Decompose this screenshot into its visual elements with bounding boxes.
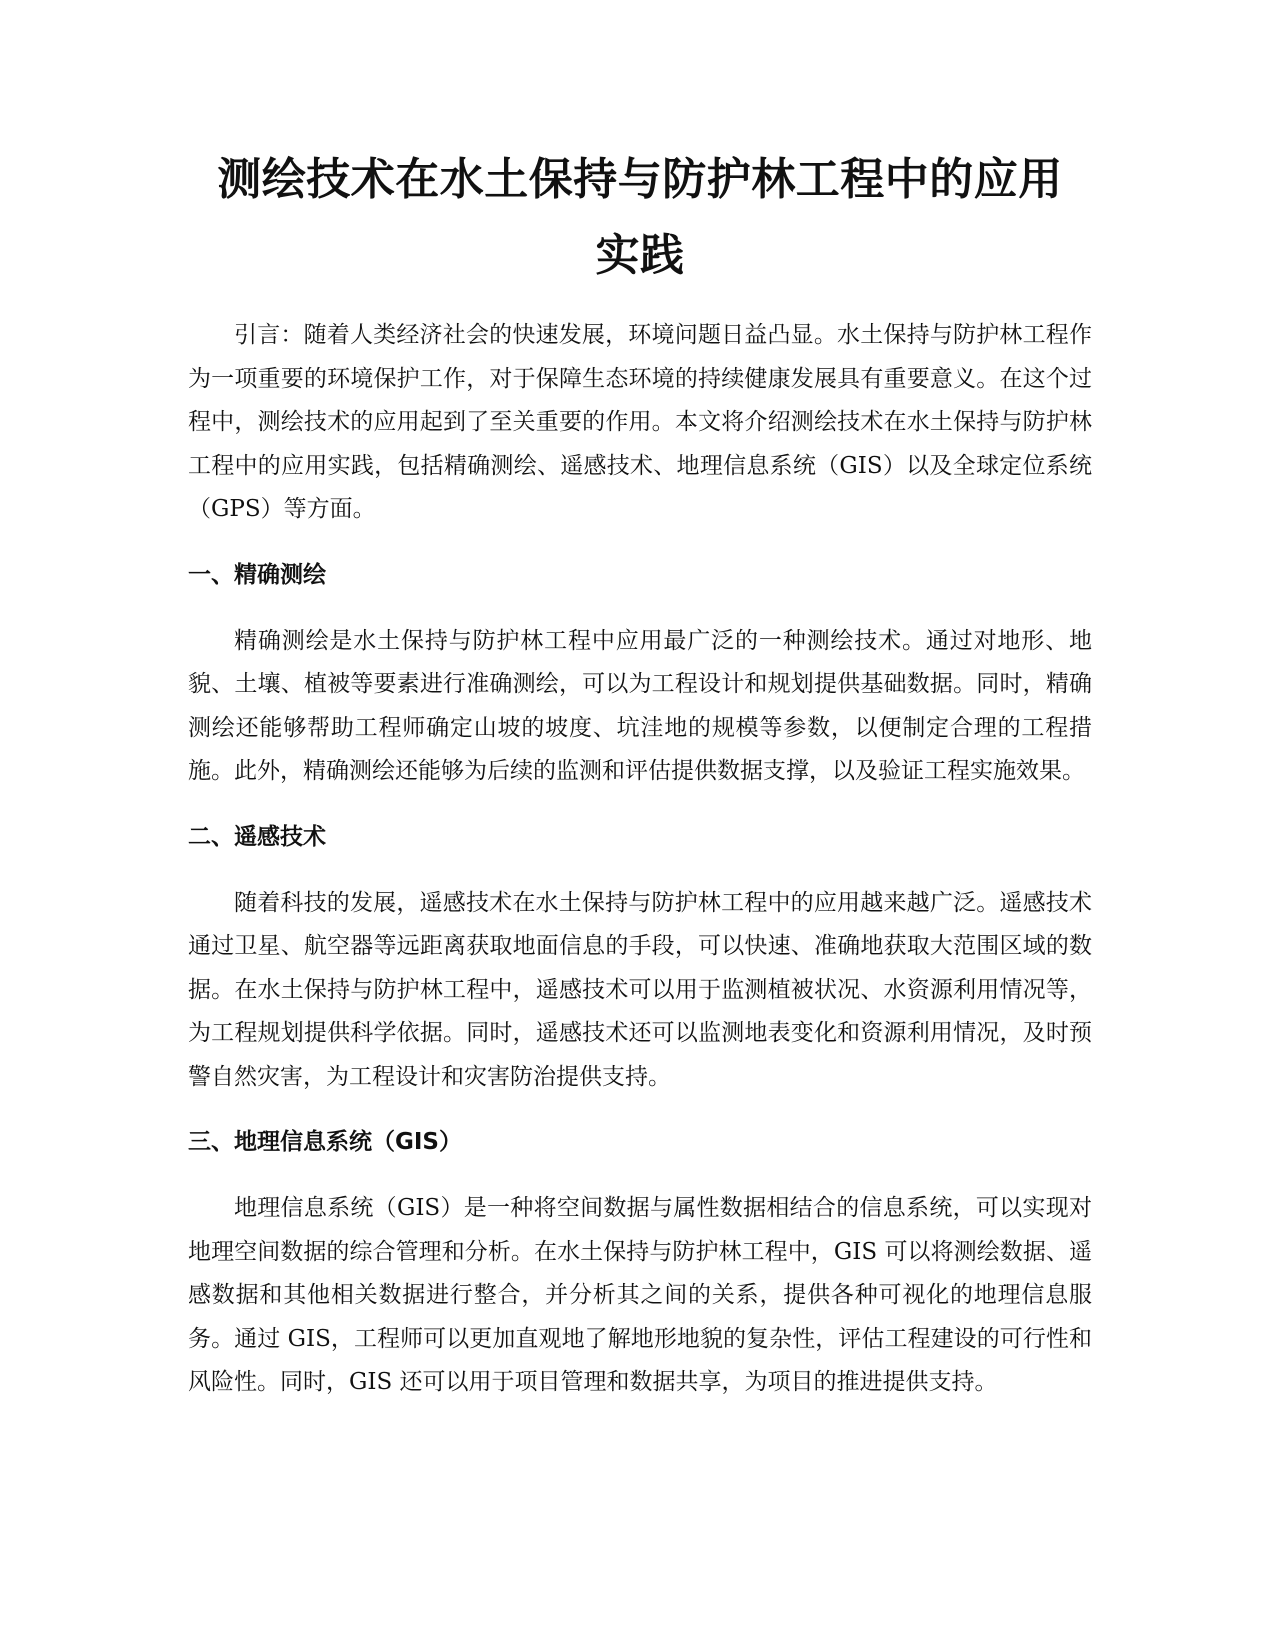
section-paragraph: 随着科技的发展，遥感技术在水土保持与防护林工程中的应用越来越广泛。遥感技术通过卫星、航空器等远距离获取地面信息的手段，可以快速、准确地获取大范围区域的数据。在水土保持与防护林工程中，遥感技术可以用于监测植被状况、水资源利用情况等，为工程规划提供科学依据。同时，遥感技术还可以监测地表变化和资源利用情况，及时预警自然灾害，为工程设计和灾害防治提供支持。	[188, 889, 1092, 1090]
section-heading: 一、精确测绘	[188, 561, 326, 588]
section-paragraph: 地理信息系统（GIS）是一种将空间数据与属性数据相结合的信息系统，可以实现对地理空间数据的综合管理和分析。在水土保持与防护林工程中，GIS 可以将测绘数据、遥感数据和其他相关数据进行整合，并分析其之间的关系，提供各种可视化的地理信息服务。通过 GIS，工程师可以更加直观地了解地形地貌的复杂性，评估工程建设的可行性和风险性。同时，GIS 还可以用于项目管理和数据共享，为项目的推进提供支持。	[188, 1195, 1092, 1395]
section-heading: 三、地理信息系统（GIS）	[188, 1129, 463, 1155]
section-gis	[188, 1121, 1092, 1405]
title-line-2: 实践	[595, 230, 685, 281]
document-title	[188, 142, 1092, 294]
intro-paragraph: 引言：随着人类经济社会的快速发展，环境问题日益凸显。水土保持与防护林工程作为一项重要的环境保护工作，对于保障生态环境的持续健康发展具有重要意义。在这个过程中，测绘技术的应用起到了至关重要的作用。本文将介绍测绘技术在水土保持与防护林工程中的应用实践，包括精确测绘、遥感技术、地理信息系统（GIS）以及全球定位系统（GPS）等方面。	[188, 322, 1092, 522]
section-heading: 二、遥感技术	[188, 823, 326, 850]
section-precise-surveying	[188, 554, 1092, 794]
section-remote-sensing	[188, 816, 1092, 1100]
section-paragraph: 精确测绘是水土保持与防护林工程中应用最广泛的一种测绘技术。通过对地形、地貌、土壤、植被等要素进行准确测绘，可以为工程设计和规划提供基础数据。同时，精确测绘还能够帮助工程师确定山坡的坡度、坑洼地的规模等参数，以便制定合理的工程措施。此外，精确测绘还能够为后续的监测和评估提供数据支撑，以及验证工程实施效果。	[188, 627, 1092, 784]
title-line-1: 测绘技术在水土保持与防护林工程中的应用	[217, 154, 1063, 205]
